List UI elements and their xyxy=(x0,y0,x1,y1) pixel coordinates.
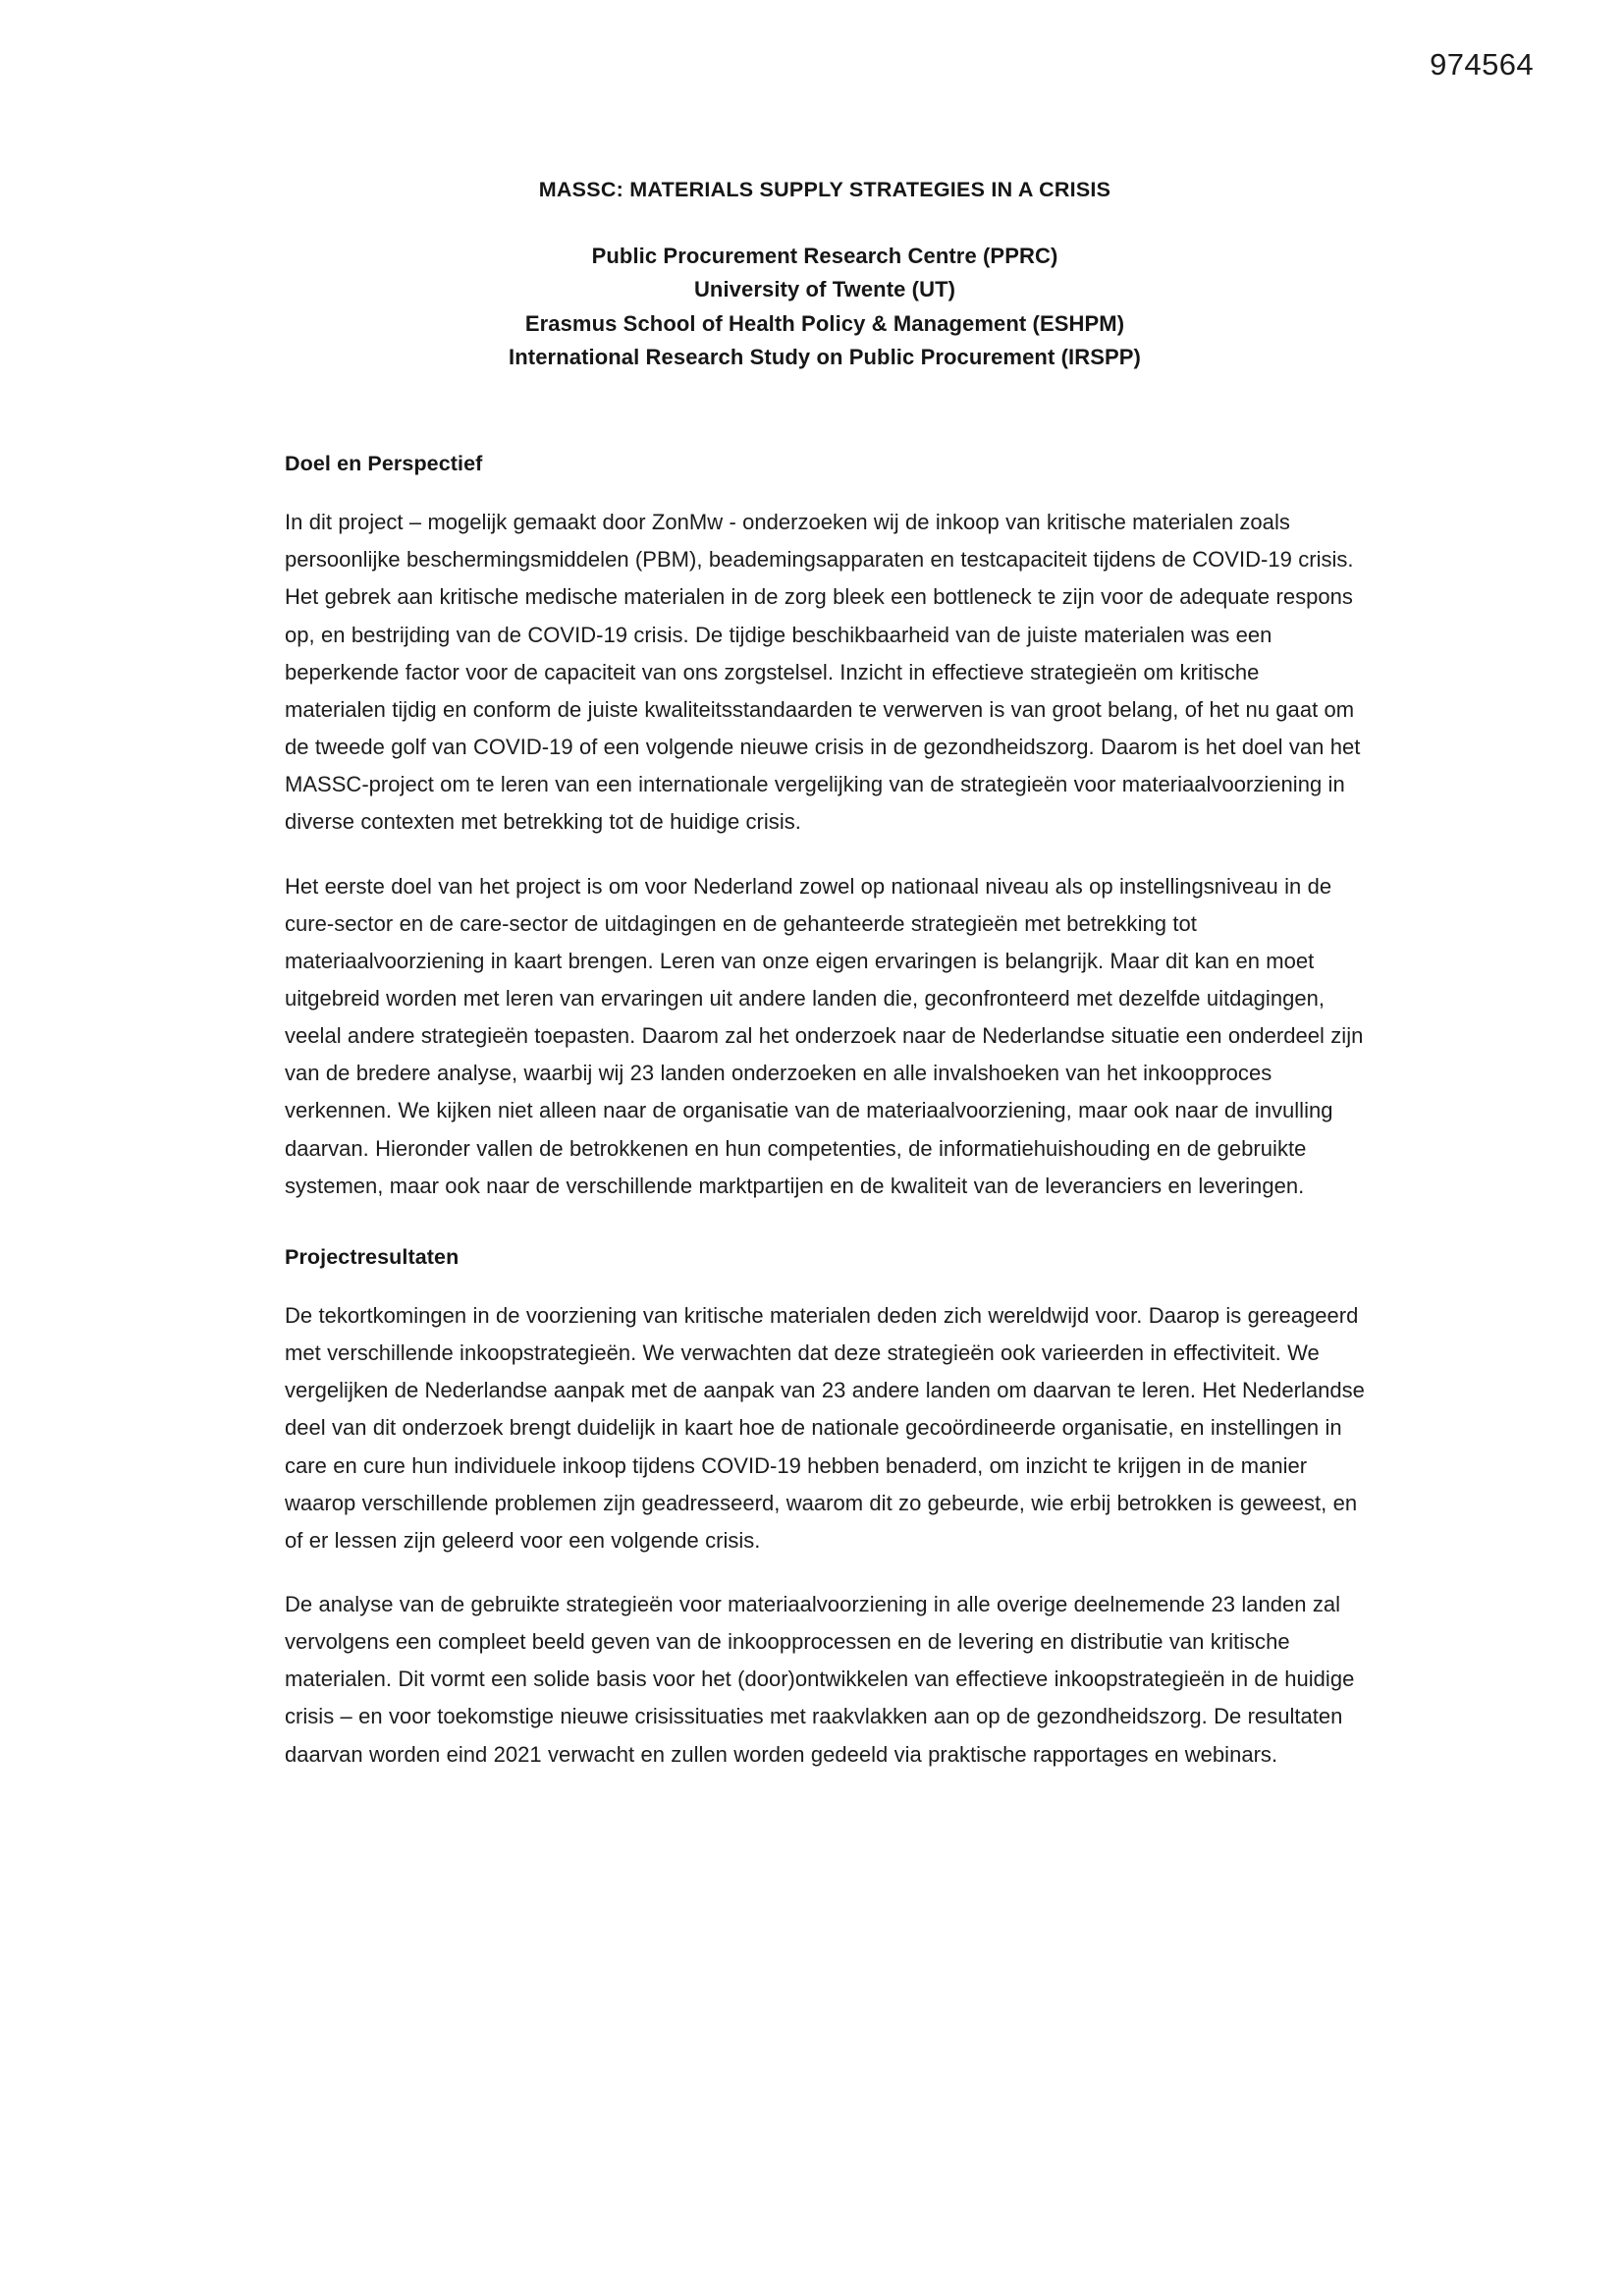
document-content xyxy=(285,177,1365,1774)
paragraph: De analyse van de gebruikte strategieën voor materiaalvoorziening in alle overige deelnemende 23 landen zal vervolgens een compleet beeld geven van de inkoopprocessen en de levering en distributie van kritische materialen. Dit vormt een solide basis voor het (door)ontwikkelen van effectieve inkoopstrategieën in de huidige crisis – en voor toekomstige nieuwe crisissituaties met raakvlakken aan op de gezondheidszorg. De resultaten daarvan worden eind 2021 verwacht en zullen worden gedeeld via praktische rapportages en webinars. xyxy=(285,1591,1355,1767)
affiliation-eshpm: Erasmus School of Health Policy & Management (ESHPM) xyxy=(524,310,1125,336)
affiliation-ut: University of Twente (UT) xyxy=(693,277,956,302)
spacer xyxy=(285,1205,1365,1244)
affiliation-irspp: International Research Study on Public Procurement (IRSPP) xyxy=(509,344,1141,369)
section-projectresultaten xyxy=(285,1244,1365,1774)
section-heading-projectresultaten: Projectresultaten xyxy=(285,1244,460,1269)
page-number: 974564 xyxy=(1430,47,1534,82)
paragraph: Het eerste doel van het project is om voor Nederland zowel op nationaal niveau als op instellingsniveau in de cure-sector en de care-sector de uitdagingen en de gehanteerde strategieën met betrekking tot materiaalvoorziening in kaart brengen. Leren van onze eigen ervaringen is belangrijk. Maar dit kan en moet uitgebreid worden met leren van ervaringen uit andere landen die, geconfronteerd met dezelfde uitdagingen, veelal andere strategieën toepasten. Daarom zal het onderzoek naar de Nederlandse situatie een onderdeel zijn van de bredere analyse, waarbij wij 23 landen onderzoeken en alle invalshoeken van het inkoopproces verkennen. We kijken niet alleen naar de organisatie van de materiaalvoorziening, maar ook naar de invulling daarvan. Hieronder vallen de betrokkenen en hun competenties, de informatiehuishouding en de gebruikte systemen, maar ook naar de verschillende marktpartijen en de kwaliteit van de leveranciers en leveringen. xyxy=(285,873,1364,1198)
affiliation-list xyxy=(285,240,1365,374)
section-doel-en-perspectief xyxy=(285,451,1365,1205)
paragraph: De tekortkomingen in de voorziening van kritische materialen deden zich wereldwijd voor. Daarop is gereageerd met verschillende inkoopstrategieën. We verwachten dat deze strategieën ook varieerden in effectiviteit. We vergelijken de Nederlandse aanpak met de aanpak van 23 andere landen om daarvan te leren. Het Nederlandse deel van dit onderzoek brengt duidelijk in kaart hoe de nationale gecoördineerde organisatie, en instellingen in care en cure hun individuele inkoop tijdens COVID-19 hebben benaderd, om inzicht te krijgen in de manier waarop verschillende problemen zijn geadresseerd, waarom dit zo gebeurde, wie erbij betrokken is geweest, en of er lessen zijn geleerd voor een volgende crisis. xyxy=(285,1302,1365,1553)
spacer xyxy=(285,374,1365,451)
paragraph: In dit project – mogelijk gemaakt door ZonMw - onderzoeken wij de inkoop van kritische materialen zoals persoonlijke beschermingsmiddelen (PBM), beademingsapparaten en testcapaciteit tijdens de COVID-19 crisis. Het gebrek aan kritische medische materialen in de zorg bleek een bottleneck te zijn voor de adequate respons op, en bestrijding van de COVID-19 crisis. De tijdige beschikbaarheid van de juiste materialen was een beperkende factor voor de capaciteit van ons zorgstelsel. Inzicht in effectieve strategieën om kritische materialen tijdig en conform de juiste kwaliteitsstandaarden te verwerven is van groot belang, of het nu gaat om de tweede golf van COVID-19 of een volgende nieuwe crisis in de gezondheidszorg. Daarom is het doel van het MASSC-project om te leren van een internationale vergelijking van de strategieën voor materiaalvoorziening in diverse contexten met betrekking tot de huidige crisis. xyxy=(285,510,1361,835)
document-title: MASSC: MATERIALS SUPPLY STRATEGIES IN A CRISIS xyxy=(538,178,1111,201)
section-heading-doel-en-perspectief: Doel en Perspectief xyxy=(285,452,483,476)
title-block xyxy=(285,177,1365,374)
affiliation-pprc: Public Procurement Research Centre (PPRC) xyxy=(591,243,1058,268)
